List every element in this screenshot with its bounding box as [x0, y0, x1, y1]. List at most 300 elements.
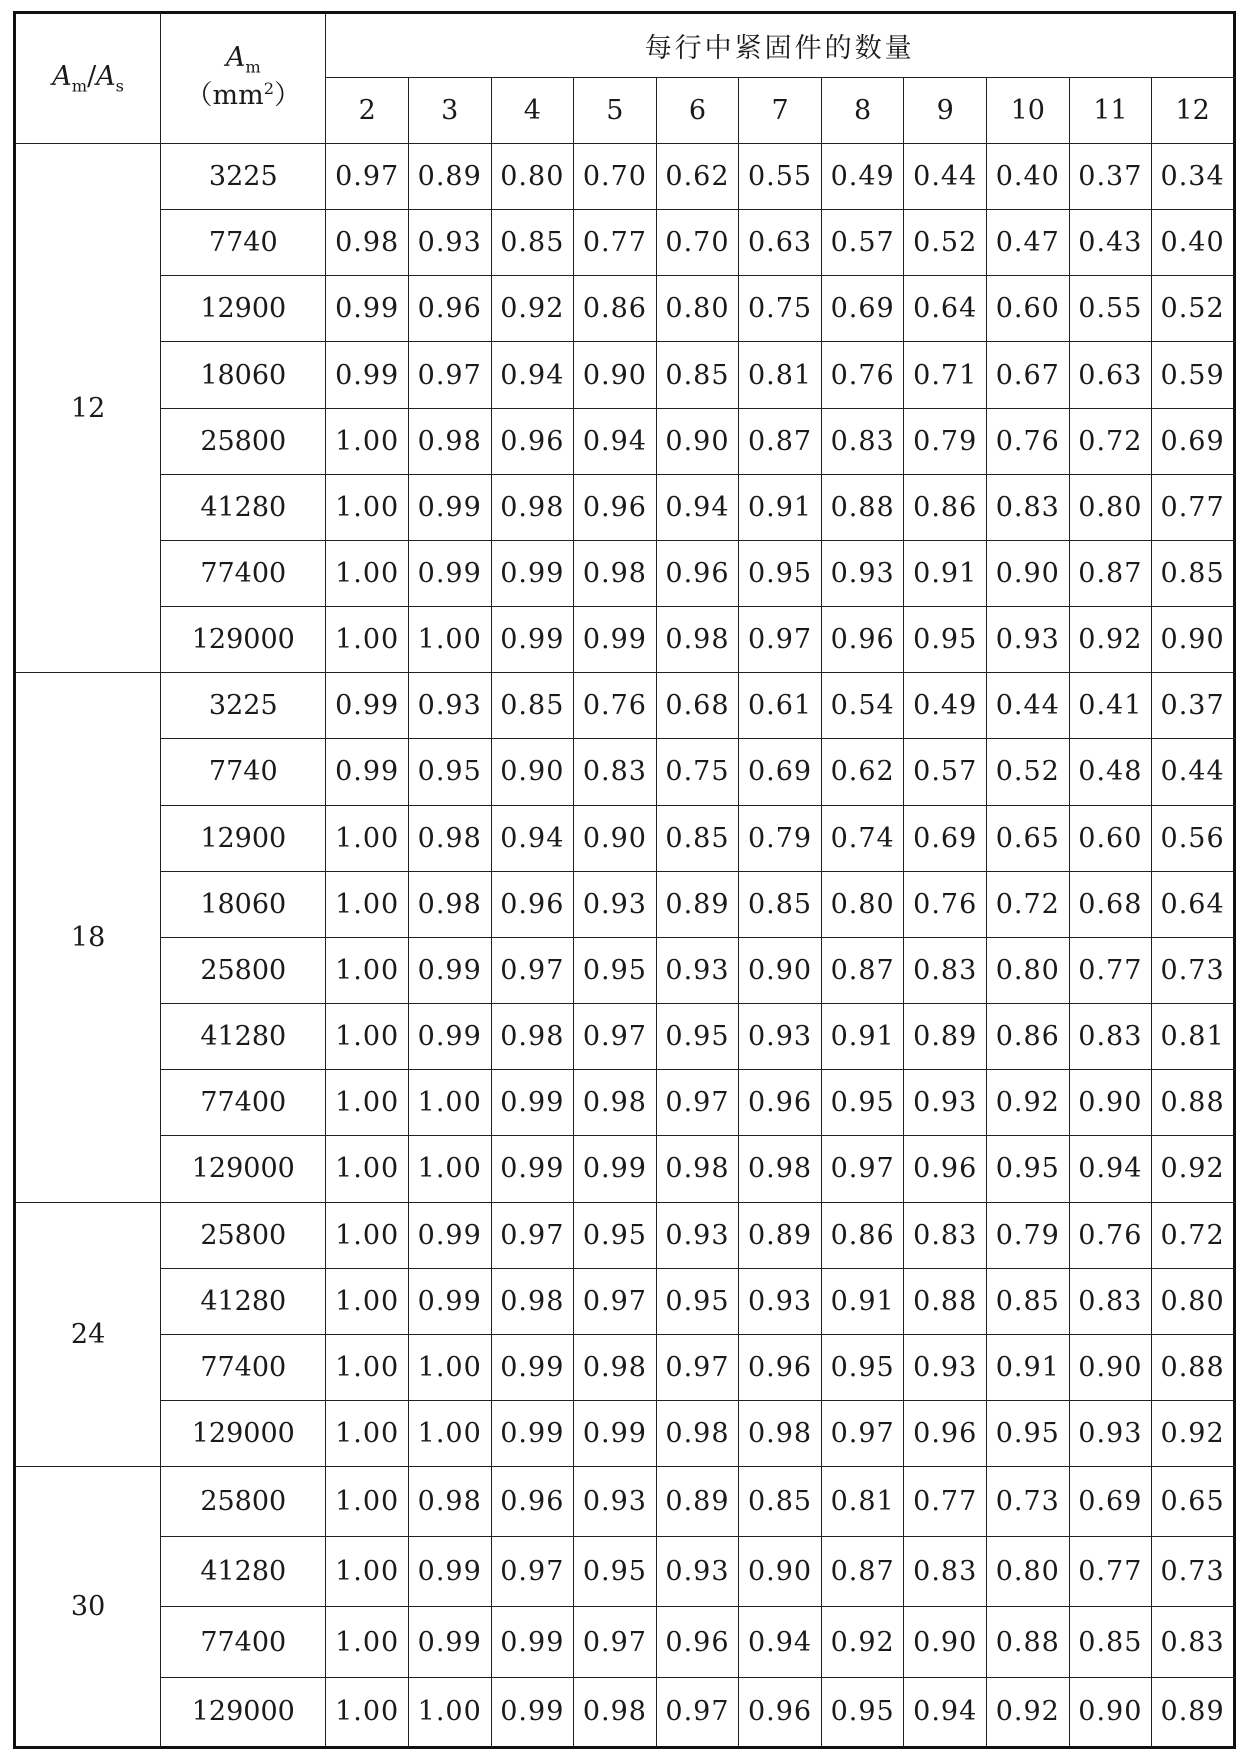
factor-cell: 0.91 [821, 1268, 904, 1334]
factor-cell: 0.97 [574, 1607, 657, 1677]
factor-cell: 0.90 [1069, 1334, 1152, 1400]
factor-cell: 0.91 [739, 474, 822, 540]
factor-cell: 0.41 [1069, 673, 1152, 739]
factor-cell: 0.87 [821, 937, 904, 1003]
factor-cell: 0.99 [491, 1400, 574, 1466]
factor-cell: 0.92 [987, 1677, 1070, 1747]
factor-cell: 0.89 [739, 1202, 822, 1268]
factor-cell: 0.57 [904, 739, 987, 805]
factor-cell: 0.79 [987, 1202, 1070, 1268]
factor-cell: 0.83 [1069, 1268, 1152, 1334]
factor-cell: 0.77 [574, 210, 657, 276]
factor-cell: 0.81 [821, 1467, 904, 1537]
factor-cell: 0.96 [904, 1400, 987, 1466]
factor-cell: 0.80 [987, 1537, 1070, 1607]
factor-cell: 0.67 [987, 342, 1070, 408]
factor-cell: 0.90 [491, 739, 574, 805]
factor-cell: 0.99 [491, 1136, 574, 1202]
factor-cell: 0.73 [1152, 937, 1235, 1003]
factor-cell: 0.89 [656, 871, 739, 937]
factor-cell: 0.85 [1069, 1607, 1152, 1677]
factor-cell: 0.85 [491, 673, 574, 739]
factor-cell: 0.44 [1152, 739, 1235, 805]
am-cell: 7740 [161, 210, 326, 276]
factor-cell: 0.92 [987, 1070, 1070, 1136]
am-cell: 129000 [161, 1136, 326, 1202]
factor-cell: 0.64 [904, 276, 987, 342]
am-cell: 41280 [161, 1537, 326, 1607]
factor-cell: 1.00 [326, 1607, 409, 1677]
factor-cell: 0.86 [904, 474, 987, 540]
factor-cell: 0.93 [656, 1537, 739, 1607]
factor-cell: 0.99 [408, 1004, 491, 1070]
am-cell: 3225 [161, 144, 326, 210]
factor-cell: 1.00 [326, 937, 409, 1003]
factor-cell: 0.95 [821, 1677, 904, 1747]
am-cell: 25800 [161, 1467, 326, 1537]
factor-cell: 0.95 [656, 1004, 739, 1070]
factor-cell: 0.94 [1069, 1136, 1152, 1202]
factor-cell: 0.99 [408, 540, 491, 606]
am-cell: 77400 [161, 1334, 326, 1400]
factor-cell: 0.96 [574, 474, 657, 540]
factor-cell: 0.94 [904, 1677, 987, 1747]
am-cell: 77400 [161, 1070, 326, 1136]
factor-cell: 1.00 [408, 1136, 491, 1202]
table-row [15, 1400, 1235, 1466]
am-cell: 77400 [161, 1607, 326, 1677]
factor-cell: 0.69 [821, 276, 904, 342]
factor-cell: 0.98 [656, 607, 739, 673]
factor-cell: 0.90 [1069, 1677, 1152, 1747]
factor-cell: 0.57 [821, 210, 904, 276]
factor-cell: 0.62 [821, 739, 904, 805]
factor-cell: 0.85 [491, 210, 574, 276]
factor-cell: 0.92 [491, 276, 574, 342]
factor-cell: 0.48 [1069, 739, 1152, 805]
factor-cell: 0.93 [408, 210, 491, 276]
ratio-cell: 18 [15, 673, 161, 1202]
factor-cell: 0.90 [1152, 607, 1235, 673]
table-row [15, 408, 1235, 474]
factor-cell: 0.87 [739, 408, 822, 474]
factor-cell: 0.93 [1069, 1400, 1152, 1466]
factor-cell: 0.93 [904, 1070, 987, 1136]
factor-cell: 0.72 [987, 871, 1070, 937]
factor-cell: 0.89 [1152, 1677, 1235, 1747]
factor-cell: 0.88 [904, 1268, 987, 1334]
factor-cell: 0.77 [1069, 1537, 1152, 1607]
factor-cell: 0.69 [1152, 408, 1235, 474]
factor-cell: 0.99 [574, 1136, 657, 1202]
factor-cell: 0.40 [1152, 210, 1235, 276]
factor-cell: 0.97 [739, 607, 822, 673]
factor-cell: 0.98 [326, 210, 409, 276]
factor-cell: 0.90 [739, 937, 822, 1003]
factor-cell: 0.89 [904, 1004, 987, 1070]
am-cell: 25800 [161, 937, 326, 1003]
factor-cell: 0.88 [987, 1607, 1070, 1677]
factor-cell: 0.99 [408, 1268, 491, 1334]
table-row [15, 1004, 1235, 1070]
ratio-header: $A_m/A_s$ [15, 13, 161, 144]
factor-cell: 0.83 [904, 937, 987, 1003]
factor-cell: 1.00 [326, 1400, 409, 1466]
table-row [15, 739, 1235, 805]
factor-cell: 0.99 [491, 1334, 574, 1400]
factor-cell: 0.99 [326, 342, 409, 408]
factor-cell: 1.00 [326, 1070, 409, 1136]
factor-cell: 0.43 [1069, 210, 1152, 276]
factor-cell: 0.90 [574, 342, 657, 408]
factor-cell: 0.79 [904, 408, 987, 474]
factor-cell: 0.86 [987, 1004, 1070, 1070]
factor-cell: 0.93 [656, 937, 739, 1003]
factor-cell: 0.99 [408, 1607, 491, 1677]
factor-cell: 0.93 [821, 540, 904, 606]
factor-cell: 0.75 [656, 739, 739, 805]
factor-cell: 1.00 [326, 1004, 409, 1070]
factor-cell: 0.98 [656, 1136, 739, 1202]
table-row [15, 1537, 1235, 1607]
factor-cell: 0.69 [739, 739, 822, 805]
table-row [15, 607, 1235, 673]
factor-cell: 0.98 [408, 871, 491, 937]
factor-cell: 0.40 [987, 144, 1070, 210]
factor-cell: 0.63 [739, 210, 822, 276]
ratio-cell: 24 [15, 1202, 161, 1467]
factor-cell: 0.98 [574, 1677, 657, 1747]
factor-cell: 0.91 [987, 1334, 1070, 1400]
factor-cell: 0.97 [656, 1070, 739, 1136]
factor-cell: 1.00 [326, 1202, 409, 1268]
count-header: 10 [987, 78, 1070, 144]
factor-cell: 0.52 [1152, 276, 1235, 342]
factor-cell: 1.00 [326, 805, 409, 871]
am-cell: 41280 [161, 474, 326, 540]
table-row [15, 871, 1235, 937]
am-cell: 41280 [161, 1268, 326, 1334]
factor-cell: 0.90 [987, 540, 1070, 606]
table-row [15, 1677, 1235, 1747]
factor-cell: 0.83 [821, 408, 904, 474]
factor-cell: 0.83 [574, 739, 657, 805]
table-row [15, 937, 1235, 1003]
factor-cell: 0.55 [739, 144, 822, 210]
factor-cell: 0.96 [739, 1334, 822, 1400]
factor-cell: 0.83 [1152, 1607, 1235, 1677]
factor-cell: 0.72 [1069, 408, 1152, 474]
factor-cell: 0.34 [1152, 144, 1235, 210]
factor-cell: 0.86 [821, 1202, 904, 1268]
factor-cell: 0.93 [574, 871, 657, 937]
factor-cell: 0.88 [821, 474, 904, 540]
factor-cell: 0.95 [574, 1537, 657, 1607]
factor-cell: 0.74 [821, 805, 904, 871]
factor-cell: 1.00 [326, 1677, 409, 1747]
am-cell: 77400 [161, 540, 326, 606]
factor-cell: 0.56 [1152, 805, 1235, 871]
factor-cell: 0.65 [987, 805, 1070, 871]
factor-cell: 0.80 [656, 276, 739, 342]
factor-cell: 0.44 [904, 144, 987, 210]
factor-cell: 0.97 [821, 1136, 904, 1202]
factor-cell: 0.99 [491, 1607, 574, 1677]
factor-cell: 0.98 [408, 408, 491, 474]
table-row [15, 276, 1235, 342]
factor-cell: 0.70 [656, 210, 739, 276]
factor-cell: 0.37 [1152, 673, 1235, 739]
factor-cell: 1.00 [326, 1334, 409, 1400]
factor-cell: 0.93 [739, 1004, 822, 1070]
factor-cell: 0.73 [987, 1467, 1070, 1537]
factor-cell: 0.87 [1069, 540, 1152, 606]
am-cell: 18060 [161, 871, 326, 937]
factor-cell: 0.83 [987, 474, 1070, 540]
table-row [15, 1467, 1235, 1537]
factor-cell: 0.94 [656, 474, 739, 540]
factor-cell: 0.89 [408, 144, 491, 210]
table-row [15, 1136, 1235, 1202]
factor-cell: 0.99 [491, 1070, 574, 1136]
factor-cell: 0.85 [739, 871, 822, 937]
factor-cell: 0.90 [739, 1537, 822, 1607]
factor-cell: 0.55 [1069, 276, 1152, 342]
factor-cell: 0.37 [1069, 144, 1152, 210]
factor-cell: 0.97 [574, 1004, 657, 1070]
table-row [15, 1070, 1235, 1136]
factor-cell: 0.93 [739, 1268, 822, 1334]
factor-cell: 0.93 [904, 1334, 987, 1400]
factor-cell: 0.91 [821, 1004, 904, 1070]
factor-cell: 0.91 [904, 540, 987, 606]
factor-cell: 1.00 [408, 1070, 491, 1136]
factor-cell: 0.97 [656, 1334, 739, 1400]
factor-cell: 0.89 [656, 1467, 739, 1537]
factor-cell: 0.99 [574, 607, 657, 673]
factor-cell: 0.98 [574, 540, 657, 606]
count-header: 3 [408, 78, 491, 144]
count-header: 2 [326, 78, 409, 144]
factor-cell: 0.63 [1069, 342, 1152, 408]
factor-cell: 0.95 [987, 1400, 1070, 1466]
factor-cell: 0.96 [491, 1467, 574, 1537]
factor-cell: 0.80 [491, 144, 574, 210]
factor-cell: 0.73 [1152, 1537, 1235, 1607]
factor-cell: 1.00 [326, 1136, 409, 1202]
count-header: 4 [491, 78, 574, 144]
ratio-cell: 30 [15, 1467, 161, 1748]
factor-cell: 0.85 [987, 1268, 1070, 1334]
factor-cell: 0.98 [656, 1400, 739, 1466]
factor-cell: 0.99 [326, 276, 409, 342]
factor-cell: 0.97 [821, 1400, 904, 1466]
am-cell: 41280 [161, 1004, 326, 1070]
table-row [15, 342, 1235, 408]
factor-cell: 0.77 [1069, 937, 1152, 1003]
factor-cell: 0.93 [987, 607, 1070, 673]
factor-cell: 0.98 [408, 1467, 491, 1537]
factor-cell: 0.99 [574, 1400, 657, 1466]
factor-cell: 0.83 [904, 1537, 987, 1607]
factor-cell: 0.59 [1152, 342, 1235, 408]
factor-cell: 0.69 [904, 805, 987, 871]
factor-cell: 0.96 [656, 540, 739, 606]
am-cell: 25800 [161, 1202, 326, 1268]
factor-cell: 0.83 [904, 1202, 987, 1268]
factor-cell: 0.95 [574, 937, 657, 1003]
factor-cell: 0.97 [408, 342, 491, 408]
factor-cell: 1.00 [326, 607, 409, 673]
factor-cell: 0.99 [491, 607, 574, 673]
factor-cell: 0.93 [574, 1467, 657, 1537]
factor-cell: 0.83 [1069, 1004, 1152, 1070]
factor-cell: 0.96 [739, 1070, 822, 1136]
factor-cell: 0.95 [574, 1202, 657, 1268]
factor-cell: 0.69 [1069, 1467, 1152, 1537]
factor-cell: 0.94 [491, 342, 574, 408]
factor-cell: 0.95 [821, 1070, 904, 1136]
factor-cell: 0.81 [739, 342, 822, 408]
factor-cell: 0.95 [408, 739, 491, 805]
factor-cell: 0.90 [656, 408, 739, 474]
factor-cell: 0.96 [491, 871, 574, 937]
factor-cell: 1.00 [326, 1467, 409, 1537]
fastener-count-title: 每行中紧固件的数量 [326, 13, 1235, 78]
factor-cell: 0.86 [574, 276, 657, 342]
count-header: 8 [821, 78, 904, 144]
factor-cell: 0.49 [821, 144, 904, 210]
table-row [15, 1334, 1235, 1400]
factor-cell: 0.95 [904, 607, 987, 673]
table-row [15, 474, 1235, 540]
factor-cell: 0.99 [326, 673, 409, 739]
factor-cell: 0.97 [491, 1537, 574, 1607]
factor-cell: 0.68 [656, 673, 739, 739]
factor-cell: 1.00 [326, 1268, 409, 1334]
am-cell: 7740 [161, 739, 326, 805]
table-body [15, 144, 1235, 1748]
factor-cell: 0.44 [987, 673, 1070, 739]
factor-cell: 0.88 [1152, 1070, 1235, 1136]
factor-cell: 0.92 [1069, 607, 1152, 673]
factor-cell: 1.00 [326, 1537, 409, 1607]
count-header: 7 [739, 78, 822, 144]
factor-cell: 0.96 [739, 1677, 822, 1747]
factor-cell: 0.99 [326, 739, 409, 805]
table-row [15, 210, 1235, 276]
factor-cell: 0.98 [739, 1400, 822, 1466]
factor-cell: 0.94 [739, 1607, 822, 1677]
table-row [15, 144, 1235, 210]
factor-cell: 0.47 [987, 210, 1070, 276]
table-row [15, 1607, 1235, 1677]
am-cell: 12900 [161, 805, 326, 871]
factor-cell: 0.80 [1069, 474, 1152, 540]
factor-cell: 0.76 [987, 408, 1070, 474]
header-row-1 [15, 13, 1235, 78]
factor-cell: 0.60 [1069, 805, 1152, 871]
am-cell: 12900 [161, 276, 326, 342]
factor-cell: 0.96 [904, 1136, 987, 1202]
factor-cell: 0.80 [1152, 1268, 1235, 1334]
ratio-cell: 12 [15, 144, 161, 673]
factor-cell: 0.94 [491, 805, 574, 871]
factor-cell: 0.49 [904, 673, 987, 739]
factor-cell: 1.00 [326, 408, 409, 474]
factor-cell: 0.95 [987, 1136, 1070, 1202]
factor-cell: 0.52 [904, 210, 987, 276]
factor-cell: 0.92 [821, 1607, 904, 1677]
factor-cell: 0.96 [656, 1607, 739, 1677]
factor-cell: 0.92 [1152, 1400, 1235, 1466]
factor-cell: 0.98 [574, 1334, 657, 1400]
am-cell: 25800 [161, 408, 326, 474]
am-header: $A_m$ $(mm^2)$ [161, 13, 326, 144]
factor-cell: 0.70 [574, 144, 657, 210]
factor-cell: 0.90 [574, 805, 657, 871]
factor-cell: 0.60 [987, 276, 1070, 342]
count-header: 12 [1152, 78, 1235, 144]
factor-cell: 0.85 [656, 342, 739, 408]
factor-cell: 0.65 [1152, 1467, 1235, 1537]
table-row [15, 540, 1235, 606]
factor-cell: 0.75 [739, 276, 822, 342]
count-header: 5 [574, 78, 657, 144]
factor-cell: 1.00 [408, 1334, 491, 1400]
count-header: 9 [904, 78, 987, 144]
factor-cell: 0.98 [491, 474, 574, 540]
factor-cell: 0.95 [821, 1334, 904, 1400]
factor-cell: 0.76 [574, 673, 657, 739]
am-cell: 3225 [161, 673, 326, 739]
factor-cell: 0.79 [739, 805, 822, 871]
factor-cell: 0.96 [491, 408, 574, 474]
factor-cell: 0.87 [821, 1537, 904, 1607]
factor-cell: 0.85 [739, 1467, 822, 1537]
am-cell: 129000 [161, 1677, 326, 1747]
factor-cell: 0.99 [491, 1677, 574, 1747]
factor-cell: 0.88 [1152, 1334, 1235, 1400]
count-header: 6 [656, 78, 739, 144]
factor-cell: 0.80 [987, 937, 1070, 1003]
factor-cell: 0.64 [1152, 871, 1235, 937]
factor-cell: 0.97 [491, 1202, 574, 1268]
factor-cell: 0.85 [1152, 540, 1235, 606]
factor-cell: 0.71 [904, 342, 987, 408]
factor-cell: 0.97 [656, 1677, 739, 1747]
factor-cell: 0.92 [1152, 1136, 1235, 1202]
factor-cell: 1.00 [408, 1677, 491, 1747]
factor-cell: 0.62 [656, 144, 739, 210]
factor-cell: 0.94 [574, 408, 657, 474]
table-row [15, 805, 1235, 871]
factor-cell: 0.99 [491, 540, 574, 606]
factor-cell: 0.54 [821, 673, 904, 739]
count-header: 11 [1069, 78, 1152, 144]
am-cell: 18060 [161, 342, 326, 408]
factor-cell: 0.77 [904, 1467, 987, 1537]
factor-cell: 1.00 [326, 474, 409, 540]
table-row [15, 673, 1235, 739]
factor-cell: 0.80 [821, 871, 904, 937]
factor-cell: 0.90 [904, 1607, 987, 1677]
factor-cell: 1.00 [326, 540, 409, 606]
factor-cell: 0.97 [326, 144, 409, 210]
factor-cell: 1.00 [408, 1400, 491, 1466]
factor-cell: 0.68 [1069, 871, 1152, 937]
factor-cell: 0.99 [408, 1202, 491, 1268]
